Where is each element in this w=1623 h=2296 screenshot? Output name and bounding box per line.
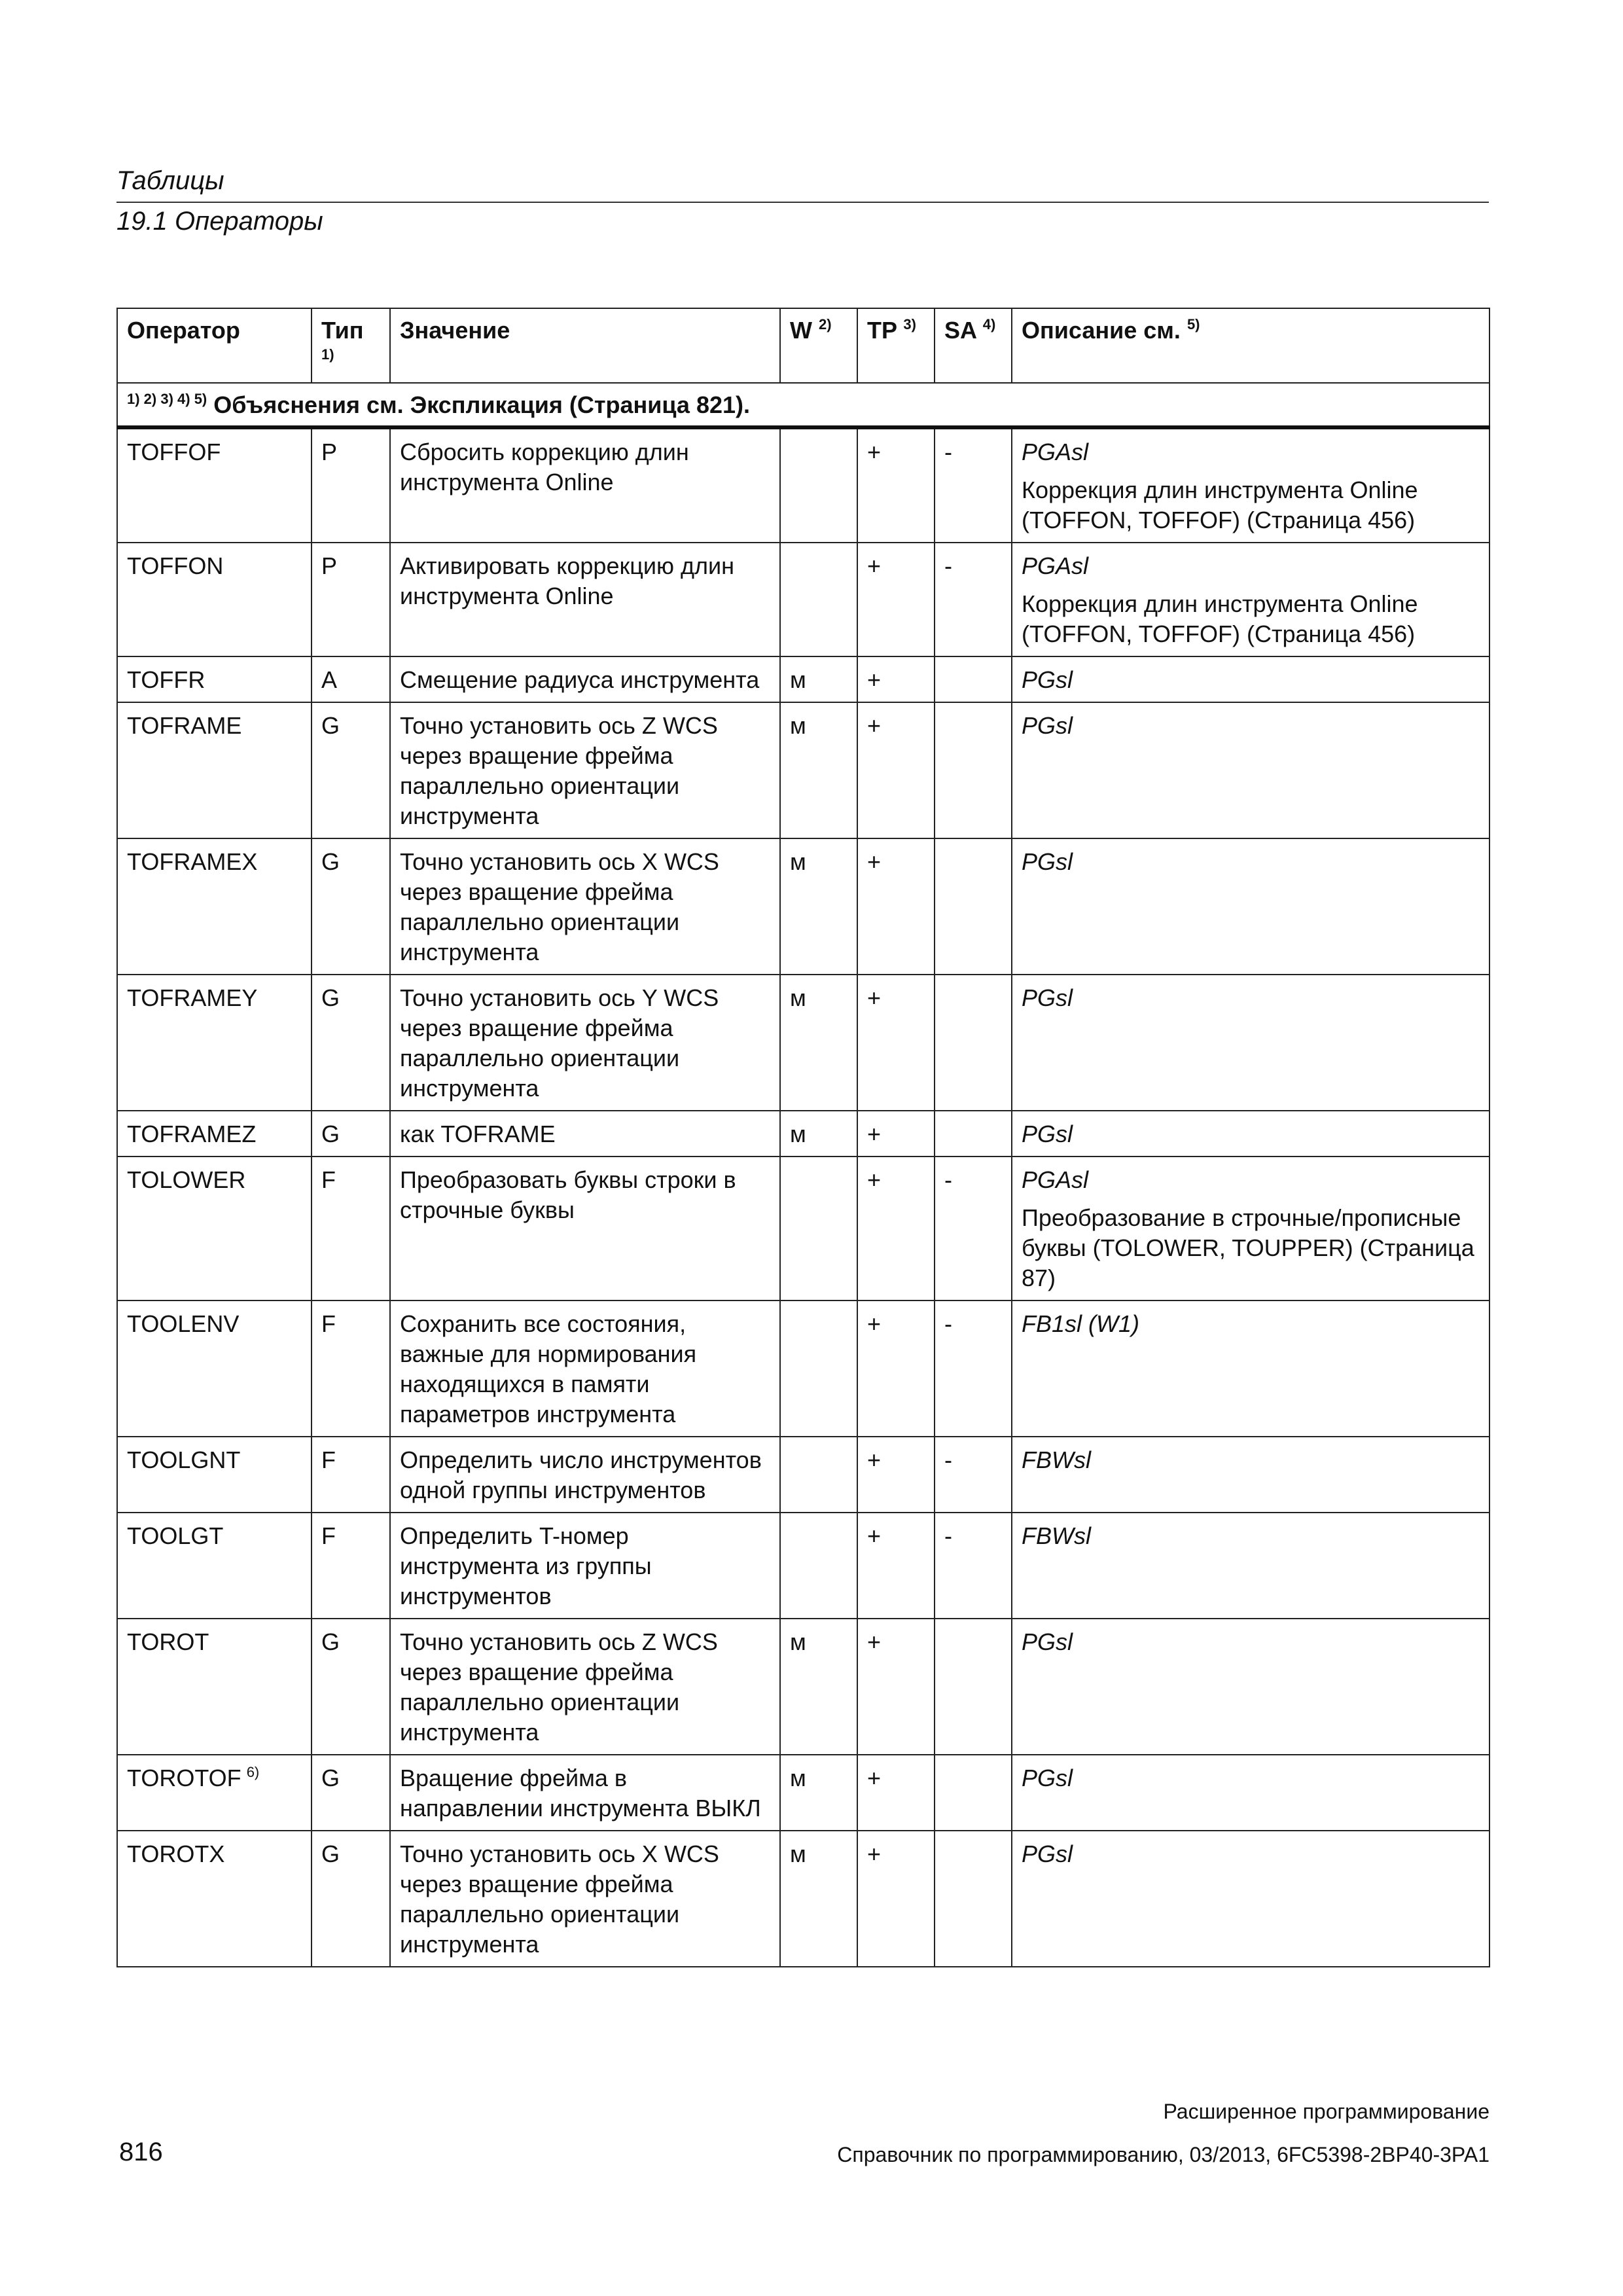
sa-cell: - [935,1437,1012,1513]
page-number: 816 [119,2138,163,2166]
doc-reference: PGsl [1022,1121,1073,1147]
sa-cell: - [935,427,1012,543]
w-cell [780,1437,857,1513]
operator-name: TOFRAMEY [127,984,258,1011]
table-row [117,543,1489,656]
type-cell: F [312,1300,390,1437]
type-cell: F [312,1157,390,1300]
type-cell: G [312,1831,390,1967]
type-cell: P [312,543,390,656]
operator-cell [117,1619,312,1755]
doc-reference: FB1sl (W1) [1022,1310,1139,1337]
operator-cell [117,702,312,838]
meaning-cell: Точно установить ось X WCS через вращение фрейма параллельно ориентации инструмента [390,838,780,975]
meaning-cell: Сохранить все состояния, важные для нормирования находящихся в памяти параметров инструмента [390,1300,780,1437]
table-row [117,427,1489,543]
description-cell [1012,1437,1489,1513]
w-cell [780,427,857,543]
doc-reference: PGsl [1022,1840,1073,1867]
col-header-meaning: Значение [390,308,780,383]
sa-cell: - [935,1300,1012,1437]
operator-cell [117,1157,312,1300]
sa-cell [935,1755,1012,1831]
tp-cell: + [857,702,935,838]
meaning-cell: Точно установить ось Z WCS через вращение фрейма параллельно ориентации инструмента [390,702,780,838]
description-cell [1012,1513,1489,1619]
sa-cell [935,975,1012,1111]
w-cell: м [780,1831,857,1967]
doc-reference: FBWsl [1022,1522,1091,1549]
type-cell: G [312,975,390,1111]
tp-cell: + [857,656,935,702]
table-row [117,838,1489,975]
w-cell [780,1157,857,1300]
tp-cell: + [857,1831,935,1967]
description-link[interactable]: Коррекция длин инструмента Online (TOFFON, TOFFOF) (Страница 456) [1022,590,1418,647]
table-row [117,1619,1489,1755]
doc-reference: PGAsl [1022,439,1089,465]
operator-name: TOFRAME [127,712,242,739]
col-header-type: Тип $^{1)}$ [312,308,390,383]
w-cell: м [780,1619,857,1755]
tp-cell: + [857,838,935,975]
tp-cell: + [857,1437,935,1513]
meaning-cell: Определить число инструментов одной группы инструментов [390,1437,780,1513]
table-row [117,656,1489,702]
operator-cell [117,1437,312,1513]
meaning-cell: Смещение радиуса инструмента [390,656,780,702]
table-row [117,1437,1489,1513]
sa-cell [935,1619,1012,1755]
type-cell: F [312,1437,390,1513]
operator-name: TOROTOF [127,1765,241,1791]
operator-name: TOFFON [127,552,224,579]
sa-cell: - [935,543,1012,656]
type-cell: G [312,702,390,838]
operator-cell [117,838,312,975]
type-cell: A [312,656,390,702]
operator-footnote: 6) [246,1764,260,1780]
sa-cell [935,702,1012,838]
meaning-cell: Точно установить ось Z WCS через вращение фрейма параллельно ориентации инструмента [390,1619,780,1755]
doc-reference: FBWsl [1022,1446,1091,1473]
section-title: 19.1 Операторы [116,207,323,236]
col-header-description: Описание см. $^{5)}$ [1012,308,1489,383]
type-cell: P [312,427,390,543]
operator-cell [117,1755,312,1831]
type-cell: G [312,1755,390,1831]
col-header-tp: TP $^{3)}$ [857,308,935,383]
doc-reference: PGsl [1022,712,1073,739]
w-cell: м [780,1755,857,1831]
w-cell: м [780,975,857,1111]
operator-name: TOOLGNT [127,1446,241,1473]
sa-cell: - [935,1513,1012,1619]
footnote-row [117,383,1489,427]
table-row [117,1755,1489,1831]
meaning-cell: как TOFRAME [390,1111,780,1157]
col-header-operator: Оператор [117,308,312,383]
description-cell [1012,656,1489,702]
doc-reference: PGsl [1022,666,1073,693]
col-header-w: W $^{2)}$ [780,308,857,383]
doc-reference: PGsl [1022,984,1073,1011]
w-cell: м [780,702,857,838]
operator-name: TOROTX [127,1840,225,1867]
sa-cell [935,1111,1012,1157]
description-cell [1012,1831,1489,1967]
operator-name: TOOLGT [127,1522,224,1549]
operators-table [116,308,1490,1967]
description-cell [1012,543,1489,656]
operator-name: TOFRAMEX [127,848,258,875]
operator-cell [117,1513,312,1619]
type-cell: G [312,1111,390,1157]
description-cell [1012,975,1489,1111]
w-cell [780,1300,857,1437]
tp-cell: + [857,1157,935,1300]
description-link[interactable]: Коррекция длин инструмента Online (TOFFON, TOFFOF) (Страница 456) [1022,476,1418,533]
operator-cell [117,1300,312,1437]
table-row [117,975,1489,1111]
operator-cell [117,656,312,702]
doc-reference: PGsl [1022,848,1073,875]
w-cell: м [780,1111,857,1157]
meaning-cell: Определить T-номер инструмента из группы инструментов [390,1513,780,1619]
table-row [117,1831,1489,1967]
footnote-cell: $^{1) 2) 3) 4) 5)}$ Объяснения см. Экспликация (Страница 821). [117,383,1489,427]
tp-cell: + [857,1619,935,1755]
table-row [117,1157,1489,1300]
sa-cell: - [935,1157,1012,1300]
description-cell [1012,1111,1489,1157]
tp-cell: + [857,1513,935,1619]
type-cell: F [312,1513,390,1619]
tp-cell: + [857,427,935,543]
operator-cell [117,1831,312,1967]
doc-reference: PGsl [1022,1628,1073,1655]
operator-cell [117,975,312,1111]
description-cell [1012,1157,1489,1300]
meaning-cell: Точно установить ось Y WCS через вращение фрейма параллельно ориентации инструмента [390,975,780,1111]
meaning-cell: Активировать коррекцию длин инструмента Online [390,543,780,656]
doc-reference: PGAsl [1022,1166,1089,1193]
description-cell [1012,838,1489,975]
operator-name: TOOLENV [127,1310,240,1337]
description-cell [1012,1619,1489,1755]
footer-manual-info: Справочник по программированию, 03/2013, 6FC5398-2BP40-3PA1 [837,2143,1489,2166]
table-row [117,1111,1489,1157]
tp-cell: + [857,1111,935,1157]
footer-book-title: Расширенное программирование [1163,2100,1489,2123]
description-cell [1012,427,1489,543]
operator-cell [117,427,312,543]
col-header-sa: SA $^{4)}$ [935,308,1012,383]
description-link[interactable]: Преобразование в строчные/прописные буквы (TOLOWER, TOUPPER) (Страница 87) [1022,1204,1474,1291]
table-row [117,1300,1489,1437]
table-row [117,702,1489,838]
meaning-cell: Преобразовать буквы строки в строчные буквы [390,1157,780,1300]
description-cell [1012,1300,1489,1437]
w-cell [780,1513,857,1619]
operator-name: TOFFR [127,666,205,693]
w-cell: м [780,838,857,975]
meaning-cell: Точно установить ось X WCS через вращение фрейма параллельно ориентации инструмента [390,1831,780,1967]
description-cell [1012,1755,1489,1831]
tp-cell: + [857,975,935,1111]
type-cell: G [312,1619,390,1755]
sa-cell [935,1831,1012,1967]
description-cell [1012,702,1489,838]
w-cell: м [780,656,857,702]
header-rule [116,202,1489,203]
chapter-title: Таблицы [116,166,224,195]
tp-cell: + [857,543,935,656]
operator-name: TOLOWER [127,1166,246,1193]
tp-cell: + [857,1300,935,1437]
meaning-cell: Сбросить коррекцию длин инструмента Online [390,427,780,543]
operator-cell [117,1111,312,1157]
sa-cell [935,656,1012,702]
operator-name: TOFRAMEZ [127,1121,257,1147]
operator-cell [117,543,312,656]
doc-reference: PGAsl [1022,552,1089,579]
doc-reference: PGsl [1022,1765,1073,1791]
type-cell: G [312,838,390,975]
meaning-cell: Вращение фрейма в направлении инструмента ВЫКЛ [390,1755,780,1831]
table-row [117,1513,1489,1619]
w-cell [780,543,857,656]
operator-name: TOROT [127,1628,209,1655]
tp-cell: + [857,1755,935,1831]
table-header-row [117,308,1489,383]
sa-cell [935,838,1012,975]
operator-name: TOFFOF [127,439,221,465]
